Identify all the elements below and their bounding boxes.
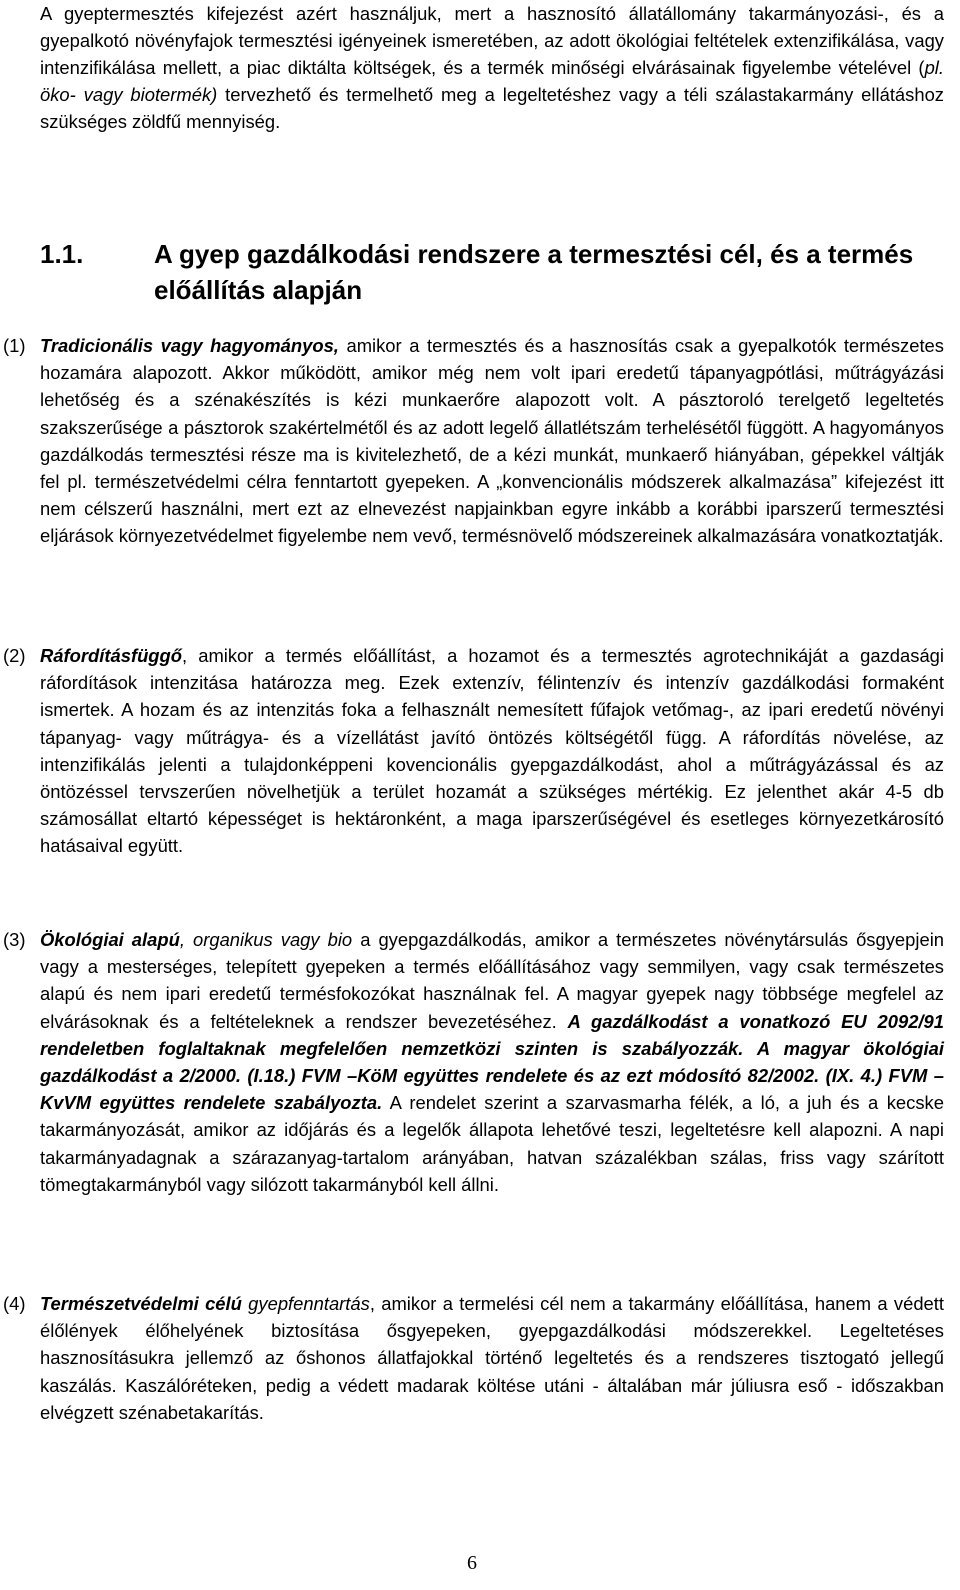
list-item-body: [40, 332, 944, 550]
list-item-text: , amikor a termelési cél nem a takarmány előállítása, hanem a védett élőlények élőhelyének biztosítása ősgyepeken, gyepgazdálkodási módszerekkel. Legeltetéses hasznosításukra jellemző az őshonos állatfajokkal történő legeltetés és a rendszeres tisztogató jellegű kaszálás. Kaszálóréteken, pedig a védett madarak költése utáni - általában már júliusra eső - időszakban elvégzett szénabetakarítás.: [40, 1293, 944, 1423]
page-number: 6: [467, 1552, 477, 1574]
section-title: A gyep gazdálkodási rendszere a termesztési cél, és a termés előállítás alapján: [154, 239, 914, 305]
intro-paragraph: [40, 0, 944, 135]
list-item-1: [0, 332, 944, 550]
list-item-term-italic: , organikus vagy bio: [179, 929, 353, 950]
list-marker: (1): [3, 335, 26, 356]
intro-italic-example: pl. öko- vagy biotermék): [40, 57, 944, 105]
intro-text-1: A gyeptermesztés kifejezést azért használjuk, mert a hasznosító állatállomány takarmányozási-, és a gyepalkotó növényfajok termesztési igényeinek ismeretében, az adott ökológiai feltételek extenzifikálása, vagy intenzifikálása mellett, a piac diktálta költségek, és a termék minőségi elvárásainak figyelembe vételével (: [40, 3, 944, 78]
section-heading: [40, 236, 944, 308]
list-item-body: [40, 926, 944, 1198]
list-marker: (2): [3, 645, 26, 666]
list-item-3: [0, 926, 944, 1198]
list-item-2: [0, 642, 944, 860]
list-item-term: Tradicionális vagy hagyományos,: [40, 335, 339, 356]
list-item-body: [40, 642, 944, 860]
list-item-term-italic: gyepfenntartás: [241, 1293, 370, 1314]
list-item-text: , amikor a termés előállítást, a hozamot és a termesztés agrotechnikáját a gazdasági ráfordítások intenzitása határozza meg. Ezek extenzív, félintenzív és intenzív gazdálkodási formaként ismertek. A hozam és az intenzitás foka a felhasznált nemesített fűfajok vetőmag-, az ipari eredetű növényi tápanyag- vagy műtrágya- és a vízellátást javító öntözés költségétől függ. A ráfordítás növelése, az intenzifikálás jelenti a tulajdonképpeni kovencionális gyepgazdálkodást, ahol a műtrágyázással és az öntözéssel tervszerűen növelhetjük a terület hozamát a szükséges mértékig. Ez jelenthet akár 4-5 db számosállat eltartó képességet is hektáronként, a maga iparszerűségével és esetleges környezetkárosító hatásaival együtt.: [40, 645, 944, 857]
list-item-text: a gyepgazdálkodás, amikor a természetes növénytársulás ősgyepjein vagy a mesterséges, telepített gyepeken a termés előállításához vagy semmilyen, vagy csak természetes alapú és nem ipari eredetű termésfokozókat használnak fel. A magyar gyepek nagy többsége megfelel az elvárásoknak és a feltételeknek a rendszer bevezetéséhez.: [40, 929, 945, 1032]
list-item-text: amikor a termesztés és a hasznosítás csak a gyepalkotók természetes hozamára alapozott. Akkor működött, amikor még nem volt ipari eredetű tápanyagpótlási, műtrágyázási lehetőség és a szénakészítés is kézi munkaerőre alapozott volt. A pásztoroló terelgető legeltetés szakszerűsége a pásztorok szakértelmétől és az adott legelő állatlétszám terhelésétől függött. A hagyományos gazdálkodás termesztési része ma is kivitelezhető, de a kézi munkát, munkaerő hiányában, gépekkel váltják fel pl. természetvédelmi célra fenntartott gyepeken. A „konvencionális módszerek alkalmazása” kifejezést itt nem célszerű használni, mert ezt az elnevezést napjainkban egyre inkább a korábbi iparszerű termesztési eljárások környezetvédelmet figyelembe nem vevő, termésnövelő módszereinek alkalmazására vonatkoztatják.: [40, 335, 944, 547]
section-number: 1.1.: [40, 239, 84, 269]
intro-text-2: tervezhető és termelhető meg a legeltetéshez vagy a téli szálastakarmány ellátáshoz szükséges zöldfű mennyiség.: [40, 84, 944, 132]
regulation-text: A gazdálkodást a vonatkozó EU 2092/91 rendeletben foglaltaknak megfelelően nemzetközi szinten is szabályozzák. A magyar ökológiai gazdálkodást a 2/2000. (I.18.) FVM –KöM együttes rendelete és az ezt módosító 82/2002. (IX. 4.) FVM – KvVM együttes rendelete szabályozta.: [40, 1010, 944, 1114]
list-item-term: Természetvédelmi célú: [40, 1293, 242, 1314]
list-item-term: Ökológiai alapú: [40, 929, 180, 950]
list-item-4: [0, 1290, 944, 1426]
list-marker: (3): [3, 929, 26, 950]
list-item-body: [40, 1290, 944, 1426]
list-marker: (4): [3, 1293, 26, 1314]
list-item-text-2: A rendelet szerint a szarvasmarha félék, a ló, a juh és a kecske takarmányozását, amikor az időjárás és a legelők állapota lehetővé teszi, legeltetésre kell alapozni. A napi takarmányadagnak a szárazanyag-tartalom arányában, hatvan százalékban szálas, friss vagy szárított tömegtakarmányból vagy silózott takarmányból kell állni.: [40, 1092, 944, 1195]
list-item-term: Ráfordításfüggő: [40, 645, 183, 666]
